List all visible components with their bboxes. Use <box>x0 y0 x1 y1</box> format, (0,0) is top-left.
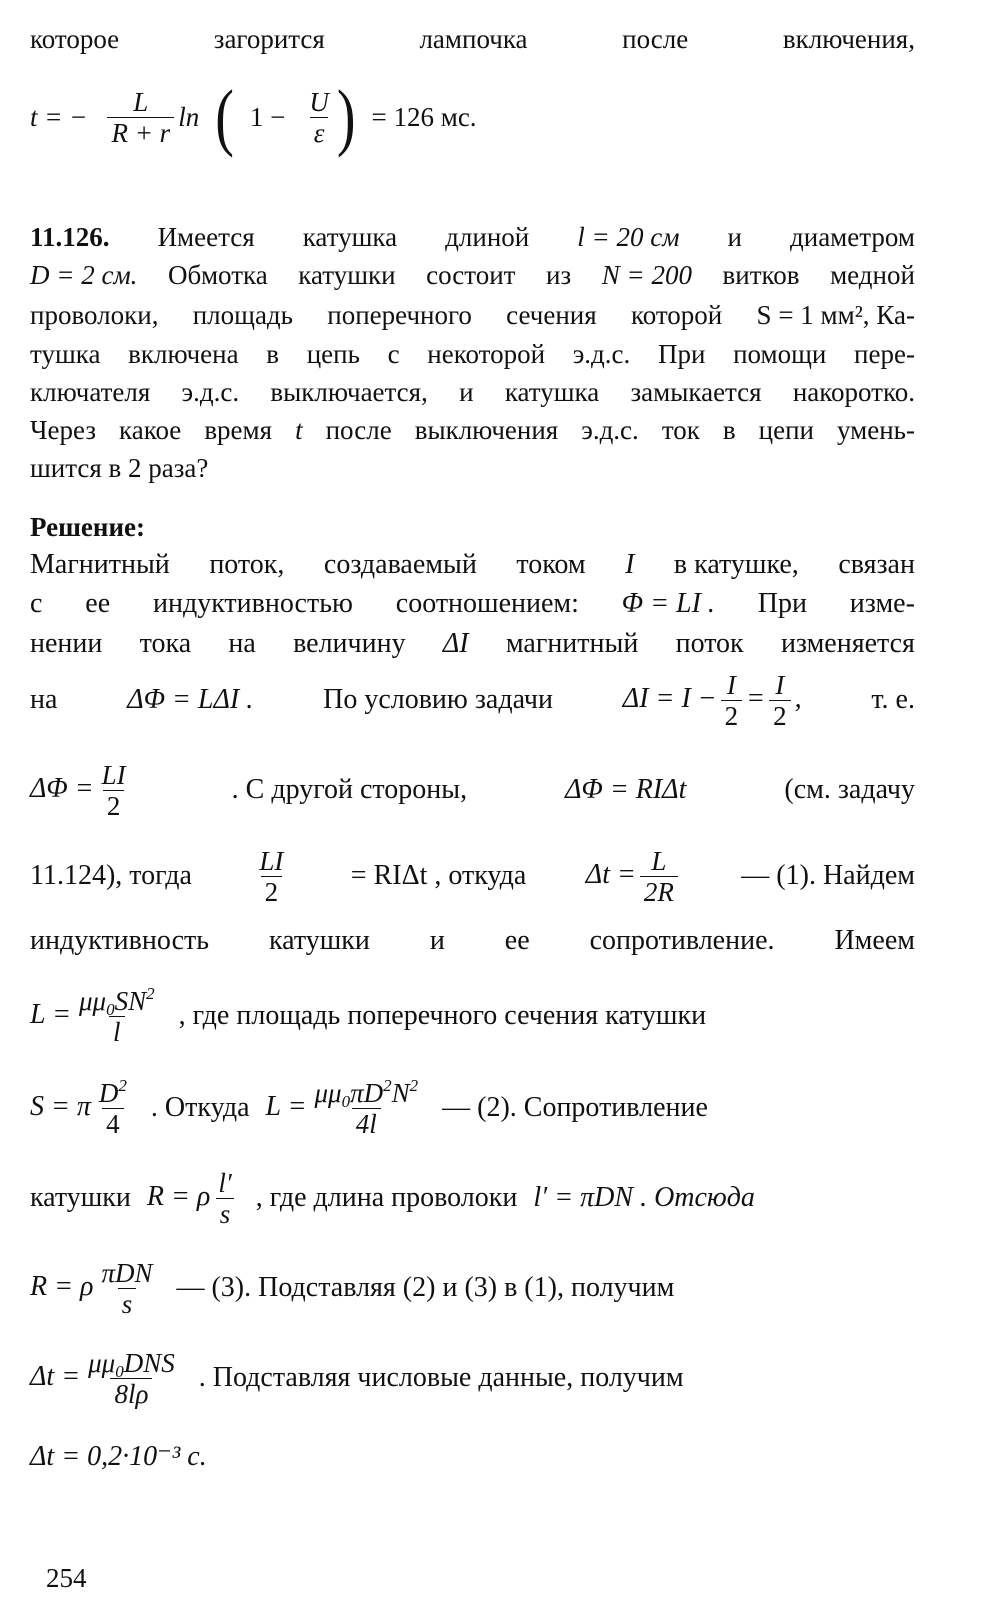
word: Через <box>30 415 97 445</box>
word: соотношением: <box>395 588 579 619</box>
word: Имеется <box>157 222 255 252</box>
problem-line <box>30 298 915 332</box>
word: При <box>757 588 807 619</box>
formula-inductance-2: L = $\frac{\mu\mu_0\pi D^2N^2}{4l}$ <box>265 1075 419 1139</box>
solution-line <box>30 1158 915 1238</box>
word: какое <box>119 415 182 445</box>
word: площадь <box>192 300 293 330</box>
word: лампочка <box>419 24 528 54</box>
problem-number: 11.126. <box>30 222 110 252</box>
word: сечения <box>506 300 597 330</box>
word: изменяется <box>780 628 915 659</box>
word: умень- <box>837 415 915 445</box>
word: медной <box>830 260 915 290</box>
word: Имеем <box>834 925 915 956</box>
solution-line <box>30 976 915 1056</box>
solution-line <box>30 924 915 958</box>
problem-line <box>30 220 915 254</box>
word: катушки <box>30 1182 131 1213</box>
solution-line <box>30 1440 915 1474</box>
intro-line <box>30 22 915 56</box>
word: — (1). Найдем <box>741 860 915 891</box>
solution-line <box>30 1068 915 1148</box>
word: цепи <box>758 415 814 445</box>
word: индуктивностью <box>152 588 353 619</box>
word: t <box>295 415 303 445</box>
paren: ) <box>336 75 356 159</box>
word: током <box>516 549 586 580</box>
word: после <box>325 415 392 445</box>
word: э.д.с. <box>572 339 631 369</box>
word: катушки <box>268 925 370 956</box>
formula-time <box>30 72 915 162</box>
word: Обмотка <box>168 260 268 290</box>
word: из <box>546 260 572 290</box>
word: э.д.с. <box>581 415 639 445</box>
word: l = 20 см <box>577 222 680 252</box>
word: нении <box>30 628 103 659</box>
solution-line <box>30 1248 915 1328</box>
solution-line <box>30 627 915 661</box>
word: т. е. <box>871 684 915 715</box>
word: накоротко. <box>792 377 915 407</box>
word: I <box>625 549 635 580</box>
word: в <box>722 415 736 445</box>
word: катушка <box>504 377 600 407</box>
word: катушки <box>298 260 396 290</box>
word: ΔI <box>442 628 469 659</box>
word: сопротивление. <box>589 925 775 956</box>
word: загорится <box>213 24 325 54</box>
word: По условию задачи <box>323 684 553 715</box>
formula-inductance: L = $\frac{\mu\mu_0SN^2}{l}$ <box>30 983 155 1047</box>
word: ключателя <box>30 377 151 407</box>
word: катушка <box>302 222 398 252</box>
word: поток <box>675 628 744 659</box>
word: ее <box>504 925 530 956</box>
word: цепь <box>306 339 360 369</box>
formula-delta-t-final: Δt = $\frac{\mu\mu_0DNS}{8l\rho}$ <box>30 1347 175 1409</box>
formula-delta-phi: ΔΦ = $\frac{LI}{2}$ <box>30 759 126 821</box>
word: = RIΔt , откуда <box>350 860 527 891</box>
word: создаваемый <box>323 549 477 580</box>
problem-line <box>30 413 915 447</box>
word: , где площадь поперечного сечения катушки <box>178 1000 707 1031</box>
word: замыкается <box>630 377 762 407</box>
word: шится в 2 раза? <box>30 453 209 483</box>
word: . С другой стороны, <box>231 774 468 805</box>
solution-heading-line <box>30 510 915 544</box>
word: индуктивность <box>30 925 210 956</box>
problem-line <box>30 375 915 409</box>
one-minus: 1 − <box>249 102 286 132</box>
formula: l′ = πDN . Отсюда <box>533 1182 755 1213</box>
formula-delta-i: ΔI = I − $\frac{I}{2}$ = $\frac{I}{2}$ , <box>622 669 802 731</box>
solution-line <box>30 750 915 830</box>
solution-line <box>30 836 915 916</box>
solution-heading: Решение: <box>30 512 145 542</box>
word: проволоки, <box>30 300 159 330</box>
solution-line <box>30 1338 915 1418</box>
solution-line <box>30 548 915 582</box>
word: связан <box>838 549 915 580</box>
answer: Δt = 0,2·10⁻³ с. <box>30 1441 207 1472</box>
word: (см. задачу <box>784 774 915 805</box>
solution-line <box>30 660 915 740</box>
word: Φ = LI . <box>621 588 715 619</box>
formula-resistance: R = ρ $\frac{l'}{s}$ <box>147 1168 240 1229</box>
word: которой <box>630 300 723 330</box>
word: , где длина проволоки <box>255 1182 518 1213</box>
word: . Подставляя числовые данные, получим <box>198 1362 684 1393</box>
formula-delta-t: Δt = $\frac{L}{2R}$ <box>586 846 682 907</box>
formula-lhs: t = − <box>30 102 88 132</box>
word: При <box>657 339 706 369</box>
word: э.д.с. <box>181 377 240 407</box>
word: пере- <box>854 339 915 369</box>
word: магнитный <box>505 628 639 659</box>
word: выключается, <box>270 377 428 407</box>
word: время <box>204 415 273 445</box>
word: состоит <box>426 260 516 290</box>
word: ее <box>85 588 111 619</box>
word: с <box>30 588 43 619</box>
word: помощи <box>733 339 827 369</box>
word: . Откуда <box>150 1092 250 1123</box>
formula: ΔΦ = RIΔt <box>565 774 687 805</box>
problem-line <box>30 258 915 292</box>
word: после <box>622 24 689 54</box>
formula-resistance-2: R = ρ $\frac{\text{πDN}}{s}$ <box>30 1257 153 1319</box>
word: на <box>30 684 58 715</box>
word: и <box>727 222 742 252</box>
word: витков <box>722 260 800 290</box>
paren: ( <box>215 75 234 159</box>
word: N = 200 <box>601 260 692 290</box>
word: величину <box>293 628 406 659</box>
word: S = 1 мм², Ка- <box>756 300 915 330</box>
word: — (3). Подставляя (2) и (3) в (1), получим <box>176 1272 675 1303</box>
word: тока <box>139 628 192 659</box>
word: некоторой <box>427 339 546 369</box>
formula: $\frac{LI}{2}$ <box>259 845 284 907</box>
word: Магнитный <box>30 549 170 580</box>
word: которое <box>30 24 120 54</box>
problem-line <box>30 451 915 485</box>
formula-result: = 126 мс. <box>371 102 477 132</box>
word: ток <box>661 415 700 445</box>
fraction: $\frac{U}{\varepsilon}$ <box>309 86 329 148</box>
ln: ln <box>178 102 200 132</box>
problem-line <box>30 337 915 371</box>
word: на <box>228 628 256 659</box>
word: включения, <box>782 24 915 54</box>
word: 11.124), тогда <box>30 860 192 891</box>
word: и <box>459 377 474 407</box>
word: с <box>387 339 400 369</box>
word: тушка <box>30 339 101 369</box>
word: и <box>429 925 445 956</box>
solution-line <box>30 587 915 621</box>
formula-area: S = π $\frac{D^2}{4}$ <box>30 1075 127 1139</box>
word: изме- <box>849 588 915 619</box>
word: в <box>266 339 280 369</box>
fraction: $\frac{L}{R + r}$ <box>107 87 174 148</box>
word: — (2). Сопротивление <box>442 1092 708 1123</box>
word: D = 2 см. <box>30 260 138 290</box>
word: включена <box>128 339 239 369</box>
word: диаметром <box>790 222 915 252</box>
word: поток, <box>209 549 285 580</box>
page-number: 254 <box>46 1563 87 1593</box>
word: поперечного <box>327 300 472 330</box>
word: длиной <box>445 222 530 252</box>
word: в катушке, <box>673 549 799 580</box>
formula: ΔΦ = LΔI . <box>127 684 254 715</box>
word: выключения <box>414 415 559 445</box>
